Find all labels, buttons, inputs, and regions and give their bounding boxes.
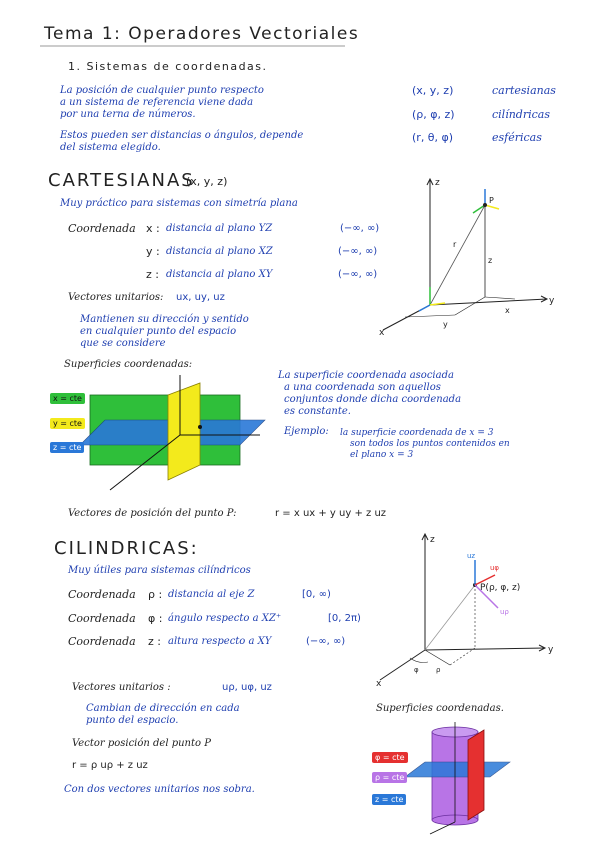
coord-var: x : [146,222,160,235]
surfaces-label: Superficies coordenadas. [376,703,504,714]
surface-tag: y = cte [50,418,85,429]
x-length-label: x [505,306,510,315]
example-text-line: el plano x = 3 [350,450,414,460]
coord-desc: ángulo respecto a XZ⁺ [168,613,282,624]
coord-range: (−∞, ∞) [338,269,378,280]
surface-tag: x = cte [50,393,85,404]
cilindricas-intro: Muy útiles para sistemas cilíndricos [68,565,251,576]
axis-x-label: x [376,679,382,689]
coord-label: Coordenada [68,588,136,601]
system-name: cilíndricas [492,108,550,121]
system-name: esféricas [492,131,542,144]
axis-y-label: y [548,645,554,655]
coord-desc: distancia al plano XZ [166,246,273,257]
cartesian-surfaces-diagram [80,375,275,495]
unit-note-line: Cambian de dirección en cada [86,703,240,714]
coord-desc: altura respecto a XY [168,636,272,647]
surface-text-line: La superficie coordenada asociada [278,370,454,381]
cartesianas-heading: CARTESIANAS [48,170,195,191]
example-text-line: la superficie coordenada de x = 3 [340,428,494,438]
example-text-line: son todos los puntos contenidos en [350,439,510,449]
coord-var: ρ : [148,588,163,601]
point-p-label: P(ρ, φ, z) [480,583,521,593]
position-vector-label: Vectores de posición del punto P: [68,508,237,519]
example-label: Ejemplo: [284,426,329,437]
remark: Con dos vectores unitarios nos sobra. [64,784,255,795]
position-vector: r = ρ uρ + z uz [72,760,148,771]
coord-range: [0, 2π) [328,613,361,624]
coord-var: y : [146,245,160,258]
section1-text-line: Estos pueden ser distancias o ángulos, depende [60,130,304,141]
uz-label: uz [467,552,476,560]
coord-var: z : [148,635,161,648]
uphi-label: uφ [490,564,500,572]
coord-range: (−∞, ∞) [338,246,378,257]
surface-tag: φ = cte [372,752,408,763]
axis-x-label: x [379,328,385,338]
coord-range: (−∞, ∞) [340,223,380,234]
unit-vectors: ux, uy, uz [176,292,225,303]
section1-text-line: por una terna de números. [60,109,196,120]
page-title: Tema 1: Operadores Vectoriales [44,24,360,44]
system-name: cartesianas [492,84,556,97]
axis-z-label: z [430,535,435,545]
coord-label: Coordenada [68,612,136,625]
section1-heading: 1. Sistemas de coordenadas. [68,60,268,73]
section1-text-line: La posición de cualquier punto respecto [60,85,264,96]
surface-tag: z = cte [50,442,84,453]
unit-note-line: punto del espacio. [86,715,179,726]
surface-text-line: a una coordenada son aquellos [284,382,441,393]
title-underline [40,44,350,48]
coord-label: Coordenada [68,635,136,648]
y-length-label: y [443,320,448,329]
coord-desc: distancia al plano XY [166,269,273,280]
system-coords: (ρ, φ, z) [412,108,455,121]
system-coords: (x, y, z) [412,84,454,97]
coord-range: [0, ∞) [302,589,331,600]
cylindrical-surfaces-diagram [400,722,520,832]
section1-text-line: a un sistema de referencia viene dada [60,97,254,108]
unit-vectors-label: Vectores unitarios: [68,292,164,303]
cartesianas-heading-coords: (x, y, z) [186,175,228,188]
coord-range: (−∞, ∞) [306,636,346,647]
axis-z-label: z [435,178,440,188]
coord-desc: distancia al plano YZ [166,223,273,234]
point-p-label: P [489,196,494,205]
unit-vectors: uρ, uφ, uz [222,682,272,693]
cartesianas-intro: Muy práctico para sistemas con simetría plana [60,198,298,209]
axis-y-label: y [549,296,555,306]
rho-label: ρ [436,666,441,674]
unit-note-line: Mantienen su dirección y sentido [80,314,249,325]
coord-desc: distancia al eje Z [168,589,255,600]
surface-tag: ρ = cte [372,772,407,783]
unit-vectors-label: Vectores unitarios : [72,682,171,693]
coord-var: φ : [148,612,163,625]
surface-tag: z = cte [372,794,406,805]
position-vector: r = x ux + y uy + z uz [275,508,387,519]
phi-label: φ [414,666,419,674]
cilindricas-heading: CILINDRICAS: [54,538,199,559]
cylindrical-axes-diagram [370,530,565,689]
surface-text-line: conjuntos donde dicha coordenada [284,394,462,405]
surfaces-label: Superficies coordenadas: [64,359,193,370]
unit-note-line: en cualquier punto del espacio [80,326,237,337]
coord-var: z : [146,268,159,281]
r-label: r [453,240,457,249]
system-coords: (r, θ, φ) [412,131,454,144]
cartesian-axes-diagram [375,175,565,338]
position-label: Vector posición del punto P [72,738,211,749]
section1-text-line: del sistema elegido. [60,142,161,153]
surface-text-line: es constante. [284,406,351,417]
urho-label: uρ [500,608,509,616]
z-length-label: z [488,256,493,265]
coord-label: Coordenada [68,222,136,235]
unit-note-line: que se considere [80,338,166,349]
